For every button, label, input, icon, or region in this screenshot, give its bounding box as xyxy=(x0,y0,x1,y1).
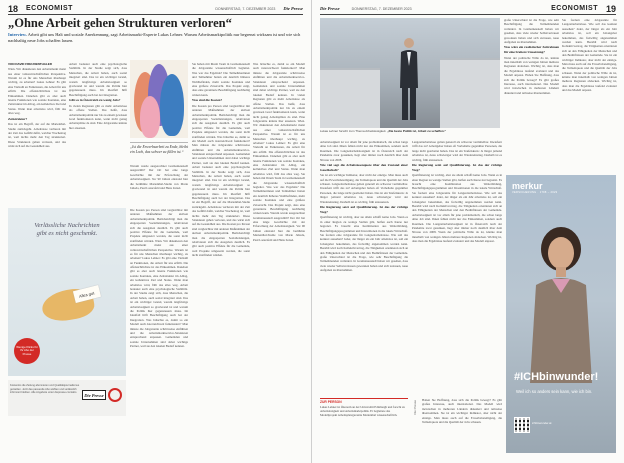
right-col-1-text-3: Langzeitarbeitslose gelten generell als schwerer vermittelbar. Inwiefern trifft das zu? Arbeitgeber haben oft Vorbehalte gegenüber Personen, die lange nicht gearbeitet haben. Das ist ein Teufelskreis: Je länger jemand arbeitslos ist, desto schwieriger wird der Wiedereinstieg. Deshalb ist es wichtig, früh anzusetzen. xyxy=(320,182,408,204)
column-1-text: Wien. Wir diskutieren den Arbeitsmarkt meist aus einer volkswirtschaftlichen Perspektive. Warum ist es für uns Menschen überhaupt wichtig, zu arbeiten? Lukas Lehner: Es gibt eine Vielzahl an Funktionen, die Arbeit für uns erfüllt. Die offensichtlichste ist das Einkommen. Daneben gibt es aber auch latente Funktionen wie soziale Kontakte, eine Zeitstruktur im Alltag, ein kollektives Ziel und Status. Wenn man arbeitslos wird, fällt das alles weg. xyxy=(8,67,66,116)
left-section-label: ECONOMIST xyxy=(26,5,73,12)
column-6-text-2: Wien. Wir diskutieren den Arbeitsmarkt meist aus einer volkswirtschaftlichen Perspektive. Warum ist es für uns Menschen überhaupt wichtig, zu arbeiten? Lukas Lehner: Es gibt eine Vielzahl an Funktionen, die Arbeit für uns erfüllt. Die offensichtlichste ist das Einkommen. Daneben gibt es aber auch latente Funktionen wie soziale Kontakte, eine Zeitstruktur im Alltag, ein kollektives Ziel und Status. Wenn man arbeitslos wird, fällt das alles weg. xyxy=(130,238,188,287)
article-column-2 xyxy=(69,62,127,204)
ad-red-seal: Wenige Klicks für Ihr Abo der Presse xyxy=(14,338,40,364)
column-6-text-3: Arbeit bedeutet auch eine psychologische Stabilität. In der Studie zeigt sich, dass Menschen, die Arbeit haben, auch sozial integriert sind. Das ist ein wichtiger Grund, warum langfristige Arbeitslosigkeit so gravierend ist und warum die Politik hier gegensteuern muss. Im Idealfall hilft Beschäftigung auch bei der Integration. xyxy=(130,282,188,322)
ad-slogan-line-2: gibt es nicht geschenkt. xyxy=(36,230,98,238)
article-lead xyxy=(8,32,308,43)
article-column-4 xyxy=(192,62,250,457)
ad-footer-text: Kostenlos die Zeitung abonnieren und Qualitätsjournalismus genießen. Jetzt das passende Abo wählen und verlässlich informiert bleiben. Alle Angebote unter diepresse.com/abo xyxy=(10,384,80,394)
right-col-top-b-text-3: Wenn der politische Wille da ist, könnte man innerhalb von wenigen Jahren mehrere Regionen abdecken. Wichtig ist, dass man die Ergebnisse laufend evaluiert und das Modell anpasst. xyxy=(562,70,617,93)
right-col-2-text: Langzeitarbeitslose gelten generell als schwerer vermittelbar. Inwiefern trifft das zu? Arbeitgeber haben oft Vorbehalte gegenüber Personen, die lange nicht gearbeitet haben. Das ist ein Teufelskreis: Je länger jemand arbeitslos ist, desto schwieriger wird der Wiedereinstieg. Deshalb ist es wichtig, früh anzusetzen. xyxy=(412,140,502,162)
article-author: VON DAVID FREUDENTHALER xyxy=(8,62,52,66)
right-page xyxy=(312,0,624,463)
about-person-box xyxy=(320,398,408,417)
column-5-text-2: In vielen Regionen gibt es mehr Arbeitslose als offene Stellen. Das heißt, dass Arbeitsmarktpolitik nur bis zu einem gewissen Grad funktionieren kann, wenn nicht genug Arbeitsplätze da sind. Eine Jobgarantie könnte hier ansetzen. xyxy=(253,92,305,124)
column-3-text: Warum wurde ausgerechnet Gramatneusiedl ausgewählt? Der Ort hat eine lange Geschichte mit der Erforschung der Arbeitslosigkeit. Vor 90 Jahren entstand hier die berühmte Marienthal-Studie von Marie Jahoda, Paul Lazarsfeld und Hans Zeisel. xyxy=(130,164,188,190)
article-column-5 xyxy=(253,62,305,457)
fortune-cookie-paper: Alles gut. xyxy=(73,285,101,303)
right-col-top-a-text-2: Wenn der politische Wille da ist, könnte man innerhalb von wenigen Jahren mehrere Regionen abdecken. Wichtig ist, dass man die Ergebnisse laufend evaluiert und das Modell anpasst. xyxy=(504,55,559,78)
left-page-header xyxy=(8,3,303,15)
left-page-number: 18 xyxy=(8,3,19,14)
ad-claim: Weil ich so anders sein kann, wie ich bin. xyxy=(516,389,593,394)
right-page-number: 19 xyxy=(605,3,616,14)
right-col-1-text-6: große Unterschied ist die Frage, wie sehr Beschäftigung die Teilnehmenden verändert. In Gramatneusiedl haben wir gesehen, dass viele wieder Selbstvertrauen gewonnen haben und sich zutrauen, neue Aufgaben zu übernehmen. xyxy=(320,254,408,273)
about-person-text: Lukas Lehner ist Ökonom an der Universität Edinburgh und forscht zu Arbeitslosigkeit und Arbeitsmarktpolitik. Er begleitete das Modellprojekt Arbeitsplatzgarantie Marienthal wissenschaftlich. xyxy=(320,404,405,417)
column-5-text-5: Warum wurde ausgerechnet Gramatneusiedl ausgewählt? Der Ort hat eine lange Geschichte mit der Erforschung der Arbeitslosigkeit. Vor 90 Jahren entstand hier die berühmte Marienthal-Studie von Marie Jahoda, Paul Lazarsfeld und Hans Zeisel. xyxy=(253,211,305,242)
article-lead-text: Arbeit gibt uns Halt und soziale Anerkennung, sagt Arbeitsmarkt-Experte Lukas Lehner. Warum Arbeitsmarktpolitik nur begrenzt wirksam ist und wie sich nachhaltig neue Jobs schaffen lassen. xyxy=(8,32,301,43)
print-vertical-label: Die Presse xyxy=(413,400,417,415)
column-5-text-4: Sie haben mit Ihrem Team in Gramatneusiedl die Jobgarantie wissenschaftlich begleitet. Was war das Ergebnis? Die Teilnehmerinnen und Teilnehmer hatten ein deutlich höheres Wohlbefinden, mehr soziale Kontakte und eine größere Zuversicht. Das Projekt zeigt, dass eine garantierte Beschäftigung nachhaltig wirken kann. xyxy=(253,171,305,216)
right-page-brand: Die Presse xyxy=(320,6,340,11)
ad-slogan xyxy=(14,222,120,239)
article-headline: „Ohne Arbeit gehen Strukturen verloren“ xyxy=(8,16,232,30)
right-col-1-text-5: Sie fordern eine Jobgarantie für Langzeitarbeitslose. Wie soll das konkret aussehen? Jeder, der länger als ein Jahr arbeitslos ist, soll ein Jobangebot bekommen, das freiwillig angenommen werden kann. Bezahlt wird nach Kollektivvertrag, die Tätigkeiten orientieren sich an den Fähigkeiten der Menschen und den Bedürfnissen der Gemeinde. xyxy=(320,232,408,255)
left-page-date: DONNERSTAG, 7. DEZEMBER 2023 xyxy=(215,6,276,11)
column-5-text-3: Wien. Wir diskutieren den Arbeitsmarkt meist aus einer volkswirtschaftlichen Perspektive. Warum ist es für uns Menschen überhaupt wichtig, zu arbeiten? Lukas Lehner: Es gibt eine Vielzahl an Funktionen, die Arbeit für uns erfüllt. Die offensichtlichste ist das Einkommen. Daneben gibt es aber auch latente Funktionen wie soziale Kontakte, eine Zeitstruktur im Alltag, ein kollektives Ziel und Status. Wenn man arbeitslos wird, fällt das alles weg. xyxy=(253,119,305,176)
photo-caption-text: Lukas Lehner forscht zum Thema Arbeitslosigkeit. xyxy=(320,129,387,133)
column-1-subheading: Zeitstruktur? xyxy=(8,116,28,121)
right-col-1-text: Arbeitslosigkeit ist vor allem für jene problematisch, die schon lange ohne Job sind. Ihnen fehlen nicht nur das Einkommen, sondern auch Routinen. Die Langzeitarbeitslosigkeit ist in Österreich nach der Pandemie zwar gesunken, liegt aber immer noch deutlich über dem Niveau von 2008. xyxy=(320,140,408,162)
merkur-insurance-ad[interactable] xyxy=(506,175,616,453)
column-2-subheading: Gibt es in Österreich zu wenig Jobs? xyxy=(69,98,121,103)
photo-building-right xyxy=(440,58,500,128)
right-page-header xyxy=(320,3,616,15)
photo-person xyxy=(398,36,420,122)
article-column-6 xyxy=(130,208,188,457)
right-column-top-a xyxy=(504,18,559,173)
column-4-subheading: Was sind die Kosten? xyxy=(192,98,223,103)
right-col-1-question: Wie viel sagt die Arbeitslosenquote über den Zustand einer Gesellschaft? xyxy=(320,162,408,172)
column-6-text-4: Was bräuchte es, damit so ein Modell auch österreichweit funktioniert? Man müsste die Jobgarantie schrittweise einführen und die Arbeitsmarktservice-Strukturen entsprechend anpassen. Gemeinden und soziale Unternehmen sind dabei wichtige Partner, weil sie den lokalen Bedarf kennen. xyxy=(130,317,188,349)
column-2-text: Arbeit bedeutet auch eine psychologische Stabilität. In der Studie zeigt sich, dass Menschen, die Arbeit haben, auch sozial integriert sind. Das ist ein wichtiger Grund, warum langfristige Arbeitslosigkeit so gravierend ist und warum die Politik hier gegensteuern muss. Im Idealfall hilft Beschäftigung auch bei der Integration. xyxy=(69,62,127,97)
right-col-2-text-4: Arbeitslosigkeit ist vor allem für jene problematisch, die schon lange ohne Job sind. Ihnen fehlen nicht nur das Einkommen, sondern auch Routinen. Die Langzeitarbeitslosigkeit ist in Österreich nach der Pandemie zwar gesunken, liegt aber immer noch deutlich über dem Niveau von 2008. xyxy=(412,212,502,235)
column-4-text-2: Die Kosten pro Person sind vergleichbar mit anderen Maßnahmen der aktiven Arbeitsmarktpolitik. Berücksichtigt man die eingesparten Sozialleistungen, relativieren sich die Ausgaben deutlich. Es gibt auch positive Effekte für die Gemeinde, weil Projekte umgesetzt werden, die sonst nicht stattfinden würden. xyxy=(192,103,250,139)
about-person-title: ZUR PERSON xyxy=(320,398,408,405)
right-col-top-b-text-2: Sie ist ein wichtiger Indikator, aber nicht der einzige. Man muss auch auf die Erwerbsbeteiligung, die Teilzeitquote und die Qualität der Jobs schauen. xyxy=(562,53,617,75)
right-col-1-text-4: Qualifizierung ist wichtig, aber sie allein schafft keine Jobs. Wenn es in einer Region zu wenige Stellen gibt, helfen auch Kurse nur begrenzt. Es braucht eine Kombination aus Weiterbildung, Beschäftigungsprogrammen und Investitionen in die lokale Wirtschaft. xyxy=(320,215,408,233)
ad-hashtag: #ICHbinwunder! xyxy=(514,371,599,383)
right-col-1-text-2: Sie ist ein wichtiger Indikator, aber nicht der einzige. Man muss auch auf die Erwerbsbeteiligung, die Teilzeitquote und die Qualität der Jobs schauen. xyxy=(320,173,408,187)
right-column-bottom xyxy=(422,398,502,456)
subscription-ad[interactable] xyxy=(8,208,126,376)
photo-building-left xyxy=(320,68,380,128)
right-col-1-question-2: Die Regierung setzt auf Qualifizierung. Ist das der richtige Weg? xyxy=(320,205,408,214)
right-col-2-text-5: Wenn der politische Wille da ist, könnte man innerhalb von wenigen Jahren mehrere Regionen abdecken. Wichtig ist, dass man die Ergebnisse laufend evaluiert und das Modell anpasst. xyxy=(412,230,502,244)
column-4-text-6: Die Kosten pro Person sind vergleichbar mit anderen Maßnahmen der aktiven Arbeitsmarktpolitik. Berücksichtigt man die eingesparten Sozialleistungen, relativieren sich die Ausgaben deutlich. Es gibt auch positive Effekte für die Gemeinde, weil Projekte umgesetzt werden, die sonst nicht stattfinden würden. xyxy=(192,222,250,258)
illustration-head-pink xyxy=(140,96,160,138)
illustration-head-blue xyxy=(160,74,184,136)
article-pull-quote: „Ist die Erwerbsarbeit zu Ende, bleibt ein Loch, das schwer zu füllen ist.“ xyxy=(130,142,188,154)
column-6-text: Die Kosten pro Person sind vergleichbar mit anderen Maßnahmen der aktiven Arbeitsmarktpolitik. Berücksichtigt man die eingesparten Sozialleistungen, relativieren sich die Ausgaben deutlich. Es gibt auch positive Effekte für die Gemeinde, weil Projekte umgesetzt werden, die sonst nicht stattfinden würden. xyxy=(130,208,188,243)
interview-photo xyxy=(320,18,500,128)
right-col-2-text-2: Qualifizierung ist wichtig, aber sie allein schafft keine Jobs. Wenn es in einer Region zu wenige Stellen gibt, helfen auch Kurse nur begrenzt. Es braucht eine Kombination aus Weiterbildung, Beschäftigungsprogrammen und Investitionen in die lokale Wirtschaft. xyxy=(412,173,502,191)
red-circle-logo-icon xyxy=(108,388,122,402)
left-page-brand: Die Presse xyxy=(283,6,303,11)
article-kicker: Interview. xyxy=(8,32,27,37)
right-column-2 xyxy=(412,140,502,394)
article-illustration xyxy=(130,60,188,138)
merkur-brand: merkur xyxy=(512,181,543,191)
right-column-1 xyxy=(320,140,408,394)
column-4-text-5: Das ist ein Begriff, der auf die Marienthal-Studie zurückgeht. Arbeitslose verlieren mit der Zeit das Gefühl dafür, welcher Wochentag ist, weil nichts mehr den Tag strukturiert. Diese Strukturen gehen verloren, und das wirkt sich auf die Gesundheit aus. xyxy=(192,196,250,227)
photo-caption-quote: „Die beste Politik ist, Arbeit zu schaffen.“ xyxy=(387,129,447,133)
right-col-top-a-text: große Unterschied ist die Frage, wie sehr Beschäftigung die Teilnehmenden verändert. In Gramatneusiedl haben wir gesehen, dass viele wieder Selbstvertrauen gewonnen haben und sich zutrauen, neue Aufgaben zu übernehmen. xyxy=(504,18,559,44)
right-col-2-text-3: Sie fordern eine Jobgarantie für Langzeitarbeitslose. Wie soll das konkret aussehen? Jeder, der länger als ein Jahr arbeitslos ist, soll ein Jobangebot bekommen, das freiwillig angenommen werden kann. Bezahlt wird nach Kollektivvertrag, die Tätigkeiten orientieren sich an den Fähigkeiten der Menschen und den Bedürfnissen der Gemeinde. xyxy=(412,190,502,213)
right-col-top-a-text-3: Haben Sie Hoffnung, dass sich die Politik bewegt? Es gibt großes Interesse, auch international. Das Modell wird inzwischen in mehreren Ländern diskutiert und teilweise übernommen. xyxy=(504,73,559,95)
column-2-text-2: In vielen Regionen gibt es mehr Arbeitslose als offene Stellen. Das heißt, dass Arbeitsmarktpolitik nur bis zu einem gewissen Grad funktionieren kann, wenn nicht genug Arbeitsplätze da sind. Eine Jobgarantie könnte hier ansetzen. xyxy=(69,103,127,130)
column-4-text-3: Was bräuchte es, damit so ein Modell auch österreichweit funktioniert? Man müsste die Jobgarantie schrittweise einführen und die Arbeitsmarktservice-Strukturen entsprechend anpassen. Gemeinden und soziale Unternehmen sind dabei wichtige Partner, weil sie den lokalen Bedarf kennen. xyxy=(192,134,250,165)
column-5-text: Was bräuchte es, damit so ein Modell auch österreichweit funktioniert? Man müsste die Jobgarantie schrittweise einführen und die Arbeitsmarktservice-Strukturen entsprechend anpassen. Gemeinden und soziale Unternehmen sind dabei wichtige Partner, weil sie den lokalen Bedarf kennen. xyxy=(253,62,305,97)
subscription-ad-footer xyxy=(8,380,126,416)
ad-slogan-line-1: Verlässliche Nachrichten xyxy=(34,222,100,229)
right-col-bottom-text-2: Sie ist ein wichtiger Indikator, aber nicht der einzige. Man muss auch auf die Erwerbsbeteiligung, die Teilzeitquote und die Qualität der Jobs schauen. xyxy=(422,411,502,424)
ad-woman-portrait xyxy=(530,223,592,383)
column-4-text-4: Arbeit bedeutet auch eine psychologische Stabilität. In der Studie zeigt sich, dass Menschen, die Arbeit haben, auch sozial integriert sind. Das ist ein wichtiger Grund, warum langfristige Arbeitslosigkeit so gravierend ist und warum die Politik hier gegensteuern muss. Im Idealfall hilft Beschäftigung auch bei der Integration. xyxy=(192,165,250,200)
qr-code-icon[interactable] xyxy=(514,417,530,433)
right-col-top-b-text: Sie fordern eine Jobgarantie für Langzeitarbeitslose. Wie soll das konkret aussehen? Jeder, der länger als ein Jahr arbeitslos ist, soll ein Jobangebot bekommen, das freiwillig angenommen werden kann. Bezahlt wird nach Kollektivvertrag, die Tätigkeiten orientieren sich an den Fähigkeiten der Menschen und den Bedürfnissen der Gemeinde. xyxy=(562,18,617,58)
column-1-text-2: Das ist ein Begriff, der auf die Marienthal-Studie zurückgeht. Arbeitslose verlieren mit der Zeit das Gefühl dafür, welcher Wochentag ist, weil nichts mehr den Tag strukturiert. Diese Strukturen gehen verloren, und das wirkt sich auf die Gesundheit aus. xyxy=(8,122,66,149)
merkur-logo xyxy=(512,181,610,194)
right-page-date: DONNERSTAG, 7. DEZEMBER 2023 xyxy=(351,6,412,11)
right-col-bottom-text: Haben Sie Hoffnung, dass sich die Politik bewegt? Es gibt großes Interesse, auch international. Das Modell wird inzwischen in mehreren Ländern diskutiert und teilweise übernommen. xyxy=(422,398,502,416)
article-column-3 xyxy=(130,164,188,204)
merkur-brand-sub: VERSICHERUNG · 1798 – 2023 xyxy=(512,191,558,194)
right-column-top-b xyxy=(562,18,617,173)
right-col-top-a-question: Was wäre ein realistischer Zeitrahmen für eine breitere Umsetzung? xyxy=(504,45,559,55)
photo-caption xyxy=(320,129,500,133)
right-section-label: ECONOMIST xyxy=(551,5,598,12)
ad-url[interactable]: ichbinwunder.at xyxy=(532,421,552,425)
column-4-text: Sie haben mit Ihrem Team in Gramatneusiedl die Jobgarantie wissenschaftlich begleitet. Was war das Ergebnis? Die Teilnehmerinnen und Teilnehmer hatten ein deutlich höheres Wohlbefinden, mehr soziale Kontakte und eine größere Zuversicht. Das Projekt zeigt, dass eine garantierte Beschäftigung nachhaltig wirken kann. xyxy=(192,62,250,97)
die-presse-logo: Die Presse xyxy=(82,390,106,400)
right-col-2-question: Die Regierung setzt auf Qualifizierung. Ist das der richtige Weg? xyxy=(412,162,502,172)
article-column-1 xyxy=(8,62,66,204)
